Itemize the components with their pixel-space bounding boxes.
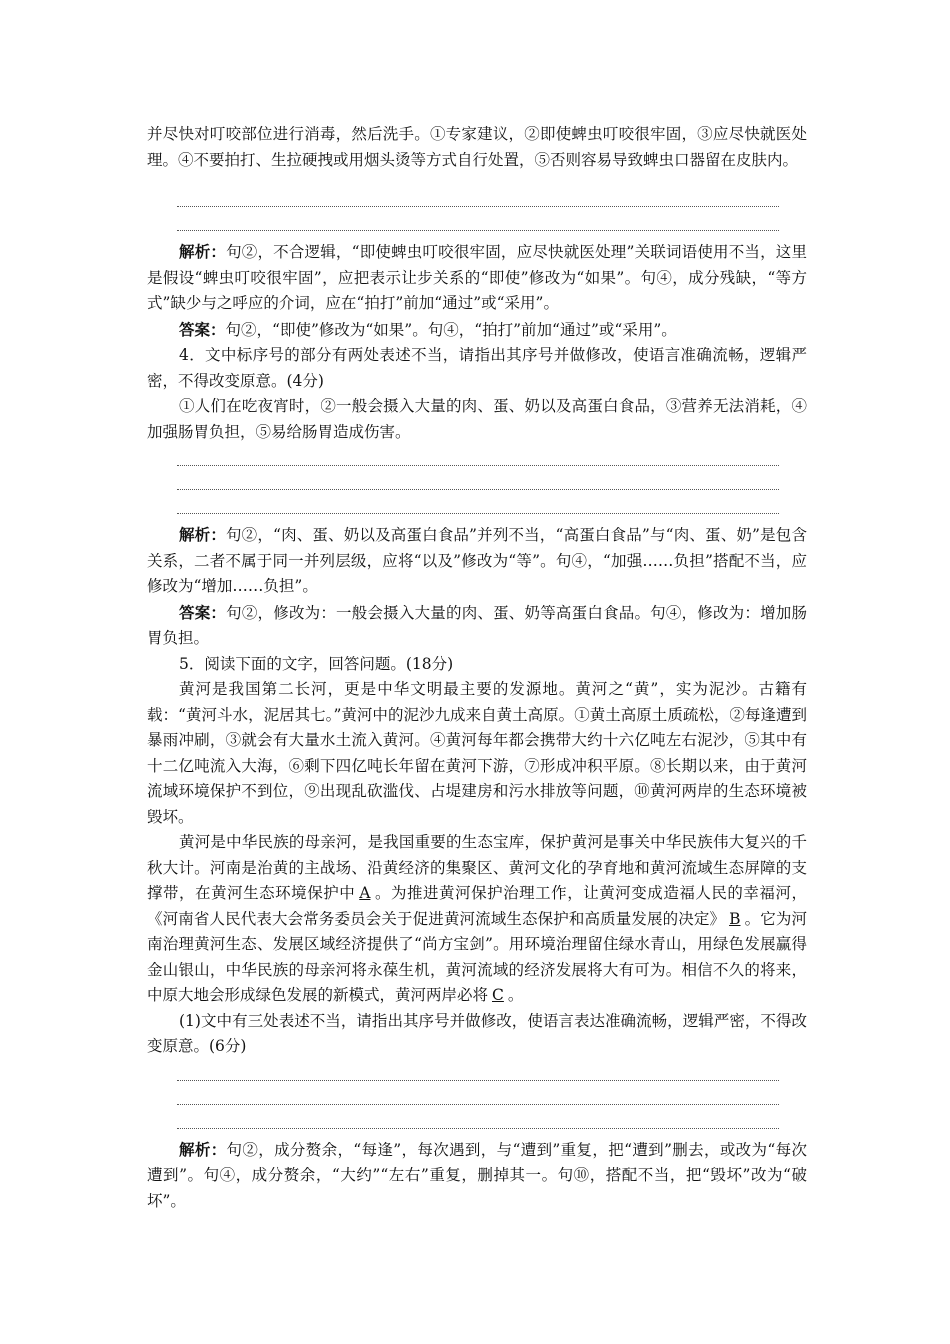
analysis-text: 句②，成分赘余，“每逢”，每次遇到，与“遭到”重复，把“遭到”删去，或改为“每次遭到”。句④，成分赘余，“大约”“左右”重复，删掉其一。句⑩，搭配不当，把“毁坏”改为“破坏”。	[147, 1140, 807, 1210]
answer-text: 句②，“即使”修改为“如果”。句④，“拍打”前加“通过”或“采用”。	[225, 320, 677, 339]
text-segment: 。它为河南治理黄河生态、发展区域经济提供了“尚方宝剑”。用环境治理留住绿水青山，用绿色发展赢得金山银山，中华民族的母亲河将永葆生机，黄河流域的经济发展将大有可为。相信不久的将来，中原大地会形成绿色发展的新模式，黄河两岸必将	[147, 909, 807, 1004]
answer-line	[177, 489, 779, 490]
answer-line	[177, 206, 779, 207]
q4-analysis	[147, 522, 807, 600]
blank-b: B	[729, 909, 741, 928]
blank-c: C	[492, 986, 504, 1004]
answer-label: 答案：	[179, 319, 226, 339]
answer-line	[177, 513, 779, 514]
answer-line	[177, 1080, 779, 1081]
answer-lines-q4	[147, 465, 807, 514]
answer-lines-q5	[147, 1080, 807, 1129]
q4-answer	[147, 600, 807, 652]
analysis-text: 句②，不合逻辑，“即使蜱虫叮咬很牢固，应尽快就医处理”关联词语使用不当，这里是假设“蜱虫叮咬很牢固”，应把表示让步关系的“即使”修改为“如果”。句④，成分残缺，“等方式”缺少与之呼应的介词，应在“拍打”前加“通过”或“采用”。	[147, 243, 807, 312]
answer-label: 答案：	[179, 602, 227, 622]
answer-line	[177, 230, 779, 231]
q3-analysis	[147, 239, 807, 317]
analysis-label: 解析：	[179, 1139, 227, 1159]
answer-line	[177, 465, 779, 466]
document-page	[147, 122, 807, 1214]
answer-text: 句②，修改为：一般会摄入大量的肉、蛋、奶等高蛋白食品。句④，修改为：增加肠胃负担。	[147, 603, 807, 647]
analysis-label: 解析：	[179, 242, 227, 261]
text-segment: 。	[507, 986, 524, 1004]
q5-analysis	[147, 1137, 807, 1215]
blank-a: A	[359, 884, 371, 902]
q3-answer	[147, 317, 807, 344]
answer-line	[177, 1104, 779, 1105]
answer-lines-q3	[147, 206, 807, 231]
q3-text-continued: 并尽快对叮咬部位进行消毒，然后洗手。①专家建议，②即使蜱虫叮咬很牢固，③应尽快就医处理。④不要拍打、生拉硬拽或用烟头烫等方式自行处置，⑤否则容易导致蜱虫口器留在皮肤内。	[147, 125, 807, 169]
q5-question: 5．阅读下面的文字，回答问题。(18分)	[179, 654, 454, 673]
text-segment: 。为推进黄河保护治理工作，让黄河变成造福人民的幸福河，《河南省人民代表大会常务委员会关于促进黄河流域生态保护和高质量发展的决定》	[147, 884, 807, 928]
analysis-text: 句②，“肉、蛋、奶以及高蛋白食品”并列不当，“高蛋白食品”与“肉、蛋、奶”是包含关系，二者不属于同一并列层级，应将“以及”修改为“等”。句④，“加强……负担”搭配不当，应修改为“增加……负担”。	[147, 526, 807, 595]
q5-paragraph-2	[147, 830, 807, 1009]
q5-paragraph-1: 黄河是我国第二长河，更是中华文明最主要的发源地。黄河之“黄”，实为泥沙。古籍有载：“黄河斗水，泥居其七。”黄河中的泥沙九成来自黄土高原。①黄土高原土质疏松，②每逢遭到暴雨冲刷，③就会有大量水土流入黄河。④黄河每年都会携带大约十六亿吨左右泥沙，⑤其中有十二亿吨流入大海，⑥剩下四亿吨长年留在黄河下游，⑦形成冲积平原。⑧长期以来，由于黄河流域环境保护不到位，⑨出现乱砍滥伐、占堤建房和污水排放等问题，⑩黄河两岸的生态环境被毁坏。	[147, 680, 807, 826]
answer-line	[177, 1128, 779, 1129]
analysis-label: 解析：	[179, 525, 226, 544]
text-segment: 黄河是中华民族的母亲河，是我国重要的生态宝库，保护黄河是事关中华民族伟大复兴的千秋大计。河南是治黄的主战场、沿黄经济的集聚区、黄河文化的孕育地和黄河流域生态屏障的支撑带，在黄河生态环境保护中	[147, 833, 807, 902]
q4-text: ①人们在吃夜宵时，②一般会摄入大量的肉、蛋、奶以及高蛋白食品，③营养无法消耗，④加强肠胃负担，⑤易给肠胃造成伤害。	[147, 397, 807, 441]
q4-question: 4．文中标序号的部分有两处表述不当，请指出其序号并做修改，使语言准确流畅，逻辑严密，不得改变原意。(4分)	[147, 346, 807, 390]
q5-sub-question-1: (1)文中有三处表述不当，请指出其序号并做修改，使语言表达准确流畅，逻辑严密，不得改变原意。(6分)	[147, 1011, 807, 1055]
